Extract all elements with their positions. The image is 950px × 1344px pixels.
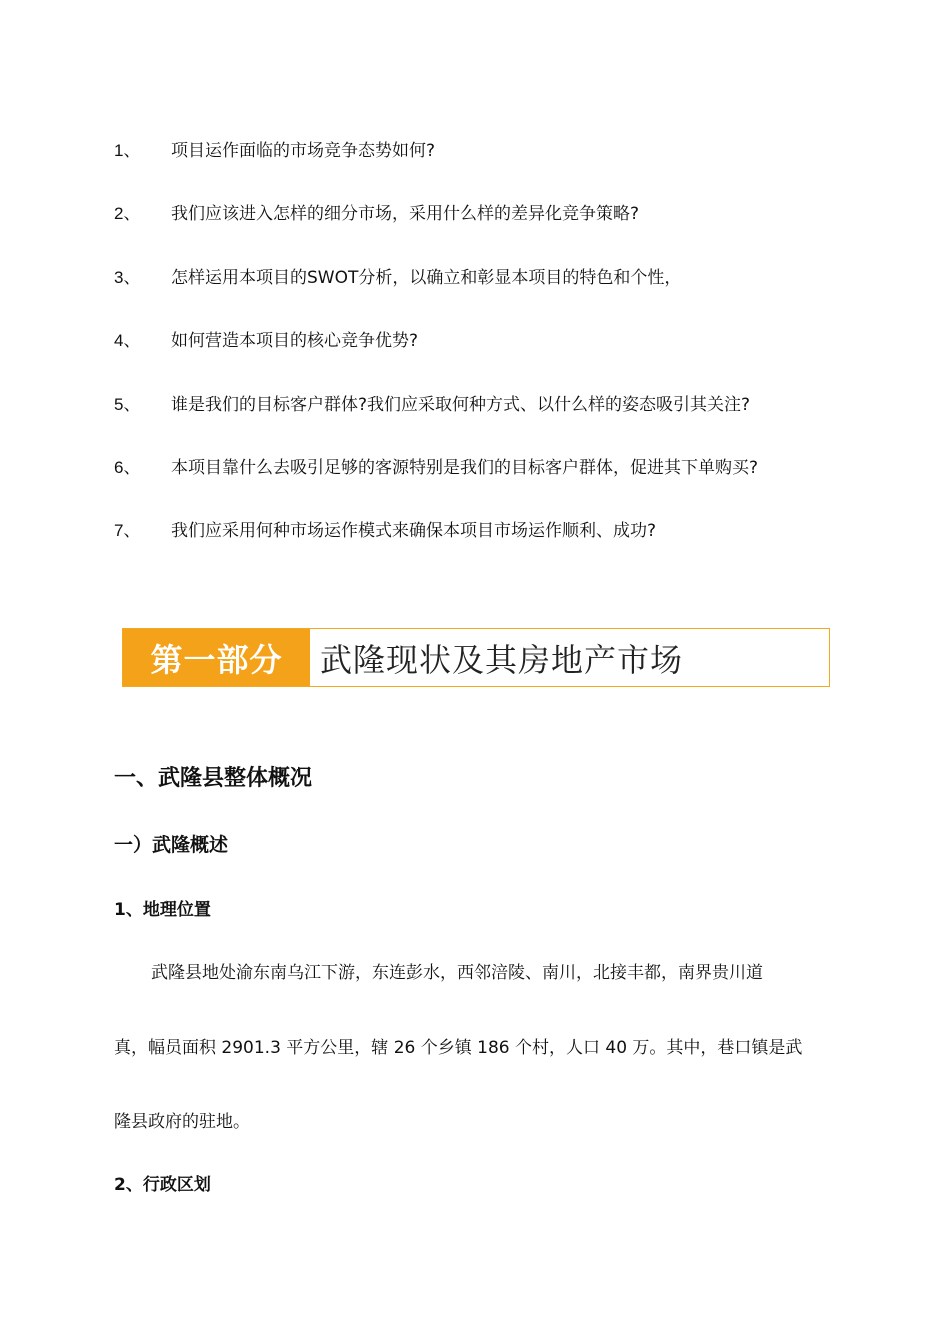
question-number: 4、: [114, 331, 141, 351]
subsection-heading-administration: 2、行政区划: [114, 1175, 211, 1195]
question-item: [114, 263, 874, 326]
question-text: 怎样运用本项目的SWOT分析，以确立和彰显本项目的特色和个性，: [171, 267, 682, 288]
paragraph-line: 隆县政府的驻地。: [114, 1112, 250, 1132]
question-number: 5、: [114, 394, 141, 414]
question-text: 项目运作面临的市场竞争态势如何?: [171, 141, 436, 161]
question-item: [114, 516, 874, 579]
question-text: 如何营造本项目的核心竞争优势?: [171, 331, 419, 352]
paragraph-line: 真，幅员面积 2901.3 平方公里，辖 26 个乡镇 186 个村，人口 40 万。其中，巷口镇是武: [114, 1038, 803, 1058]
question-number: 7、: [114, 521, 141, 541]
question-text: 我们应该进入怎样的细分市场，采用什么样的差异化竞争策略?: [171, 204, 640, 225]
question-item: [114, 453, 874, 516]
section-title: 武隆现状及其房地产市场: [320, 640, 684, 679]
question-item: [114, 326, 874, 389]
question-text: 本项目靠什么去吸引足够的客源特别是我们的目标客户群体，促进其下单购买?: [171, 457, 759, 478]
question-list: [114, 136, 874, 580]
paragraph-line: 武隆县地处渝东南乌江下游，东连彭水，西邻涪陵、南川，北接丰都，南界贵川道: [151, 963, 763, 983]
question-number: 2、: [114, 204, 141, 224]
question-number: 6、: [114, 457, 141, 477]
question-number: 3、: [114, 267, 141, 287]
question-item: [114, 199, 874, 262]
chapter-heading: 一、武隆县整体概况: [114, 766, 313, 791]
question-item: [114, 136, 874, 199]
question-item: [114, 390, 874, 453]
section-part-label: 第一部分: [123, 629, 310, 686]
question-number: 1、: [114, 141, 141, 160]
section-heading: 一）武隆概述: [114, 834, 229, 856]
section-banner: [122, 628, 830, 687]
question-text: 谁是我们的目标客户群体?我们应采取何种方式、以什么样的姿态吸引其关注?: [171, 394, 751, 415]
question-text: 我们应采用何种市场运作模式来确保本项目市场运作顺利、成功?: [171, 521, 657, 542]
subsection-heading-geography: 1、地理位置: [114, 900, 211, 920]
